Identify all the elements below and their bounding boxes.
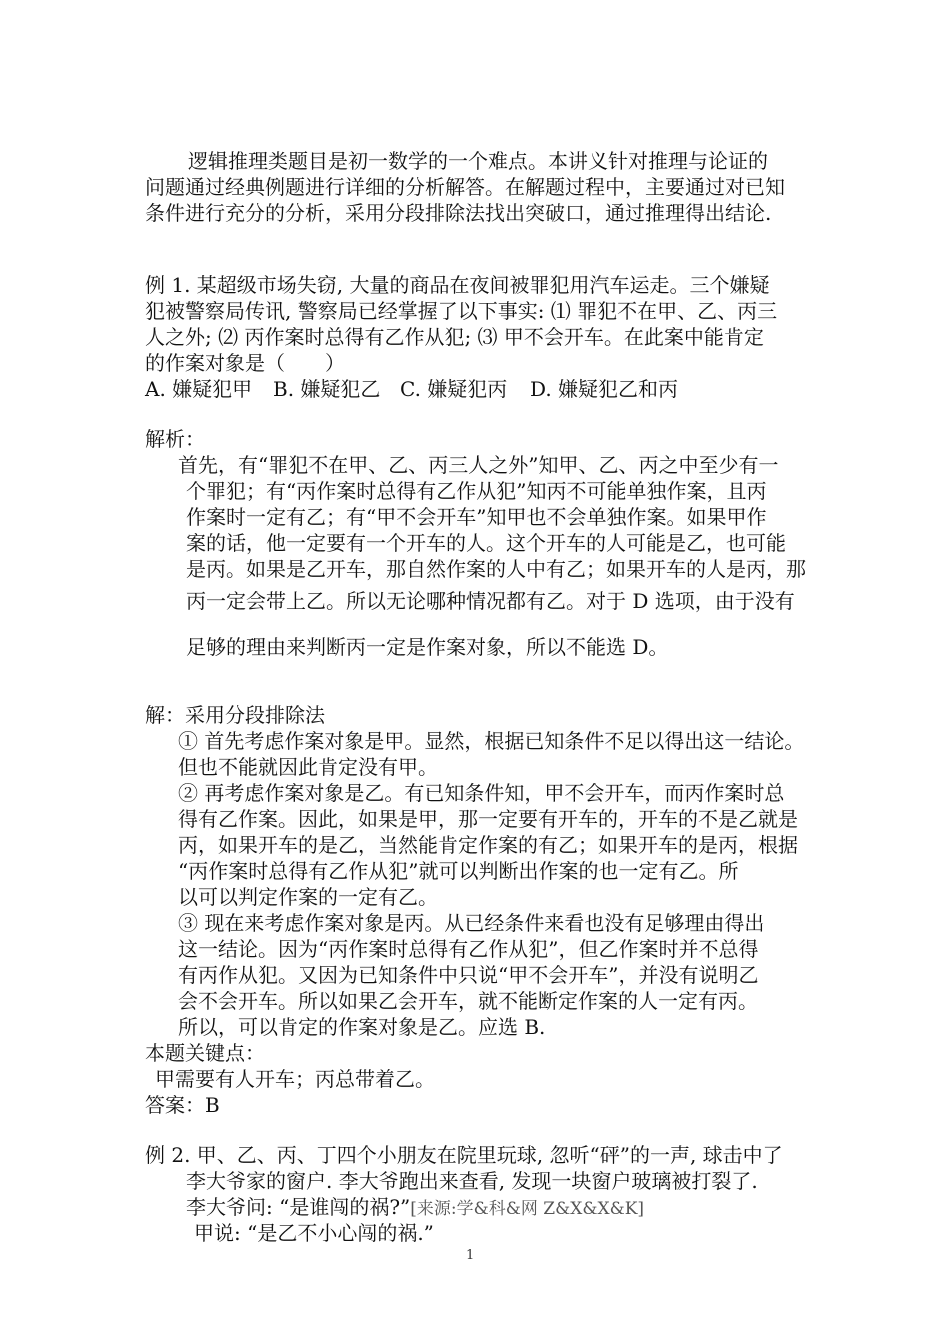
answer: 答案：B xyxy=(145,1093,220,1117)
example1-question-line-1: 例 1. 某超级市场失窃, 大量的商品在夜间被罪犯用汽车运走。三个嫌疑 xyxy=(145,273,770,297)
option-a: A. 嫌疑犯甲 xyxy=(145,377,253,401)
intro-line-1: 逻辑推理类题目是初一数学的一个难点。本讲义针对推理与论证的 xyxy=(188,149,768,173)
key-text: 甲需要有人开车；丙总带着乙。 xyxy=(155,1067,435,1091)
solution-line-8: ③ 现在来考虑作案对象是丙。从已经条件来看也没有足够理由得出 xyxy=(178,911,765,935)
option-b: B. 嫌疑犯乙 xyxy=(273,377,381,401)
analysis-line-2: 个罪犯；有“丙作案时总得有乙作从犯”知丙不可能单独作案，且丙 xyxy=(186,479,767,503)
solution-line-10: 有丙作从犯。又因为已知条件中只说“甲不会开车”，并没有说明乙 xyxy=(178,963,759,987)
solution-line-3: ② 再考虑作案对象是乙。有已知条件知，甲不会开车，而丙作案时总 xyxy=(178,781,785,805)
analysis-line-1: 首先，有“罪犯不在甲、乙、丙三人之外”知甲、乙、丙之中至少有一 xyxy=(178,453,779,477)
example2-line-2: 李大爷家的窗户. 李大爷跑出来查看, 发现一块窗户玻璃被打裂了. xyxy=(186,1169,758,1193)
solution-line-5: 丙，如果开车的是乙，当然能肯定作案的有乙；如果开车的是丙，根据 xyxy=(178,833,798,857)
solution-line-9: 这一结论。因为“丙作案时总得有乙作从犯”，但乙作案时并不总得 xyxy=(178,937,759,961)
analysis-line-5: 是丙。如果是乙开车，那自然作案的人中有乙；如果开车的人是丙，那 xyxy=(186,557,806,581)
example2-line-4: 甲说: “是乙不小心闯的祸.” xyxy=(194,1221,434,1245)
example1-question-line-3: 人之外; ⑵ 丙作案时总得有乙作从犯; ⑶ 甲不会开车。在此案中能肯定 xyxy=(145,325,764,349)
solution-line-4: 得有乙作案。因此，如果是甲，那一定要有开车的，开车的不是乙就是 xyxy=(178,807,798,831)
example2-line-1: 例 2. 甲、乙、丙、丁四个小朋友在院里玩球, 忽听“砰”的一声, 球击中了 xyxy=(145,1143,783,1167)
example2-line-3 xyxy=(186,1194,644,1222)
analysis-line-7: 足够的理由来判断丙一定是作案对象，所以不能选 D。 xyxy=(186,635,669,659)
example1-question-line-2: 犯被警察局传讯, 警察局已经掌握了以下事实: ⑴ 罪犯不在甲、乙、丙三 xyxy=(145,299,778,323)
analysis-line-4: 案的话，他一定要有一个开车的人。这个开车的人可能是乙，也可能 xyxy=(186,531,786,555)
solution-line-6: “丙作案时总得有乙作从犯”就可以判断出作案的也一定有乙。所 xyxy=(178,859,739,883)
source-watermark: [来源:学&科&网 Z&X&X&K] xyxy=(410,1199,645,1219)
solution-label: 解：采用分段排除法 xyxy=(145,703,325,727)
example2-line-3-text: 李大爷问: “是谁闯的祸?” xyxy=(186,1195,411,1219)
solution-line-1: ① 首先考虑作案对象是甲。显然，根据已知条件不足以得出这一结论。 xyxy=(178,729,805,753)
page-number: 1 xyxy=(466,1248,475,1263)
option-d: D. 嫌疑犯乙和丙 xyxy=(530,377,679,401)
intro-line-3: 条件进行充分的分析，采用分段排除法找出突破口，通过推理得出结论. xyxy=(145,201,772,225)
key-label: 本题关键点： xyxy=(145,1041,265,1065)
option-c: C. 嫌疑犯丙 xyxy=(400,377,508,401)
example1-question-line-4: 的作案对象是（ ） xyxy=(145,351,345,375)
analysis-line-3: 作案时一定有乙；有“甲不会开车”知甲也不会单独作案。如果甲作 xyxy=(186,505,767,529)
analysis-label: 解析： xyxy=(145,427,205,451)
solution-line-2: 但也不能就因此肯定没有甲。 xyxy=(178,755,438,779)
solution-line-12: 所以，可以肯定的作案对象是乙。应选 B. xyxy=(178,1015,546,1039)
solution-line-7: 以可以判定作案的一定有乙。 xyxy=(178,885,438,909)
analysis-line-6: 丙一定会带上乙。所以无论哪种情况都有乙。对于 D 选项，由于没有 xyxy=(186,589,795,613)
solution-line-11: 会不会开车。所以如果乙会开车，就不能断定作案的人一定有丙。 xyxy=(178,989,758,1013)
intro-line-2: 问题通过经典例题进行详细的分析解答。在解题过程中，主要通过对已知 xyxy=(145,175,785,199)
